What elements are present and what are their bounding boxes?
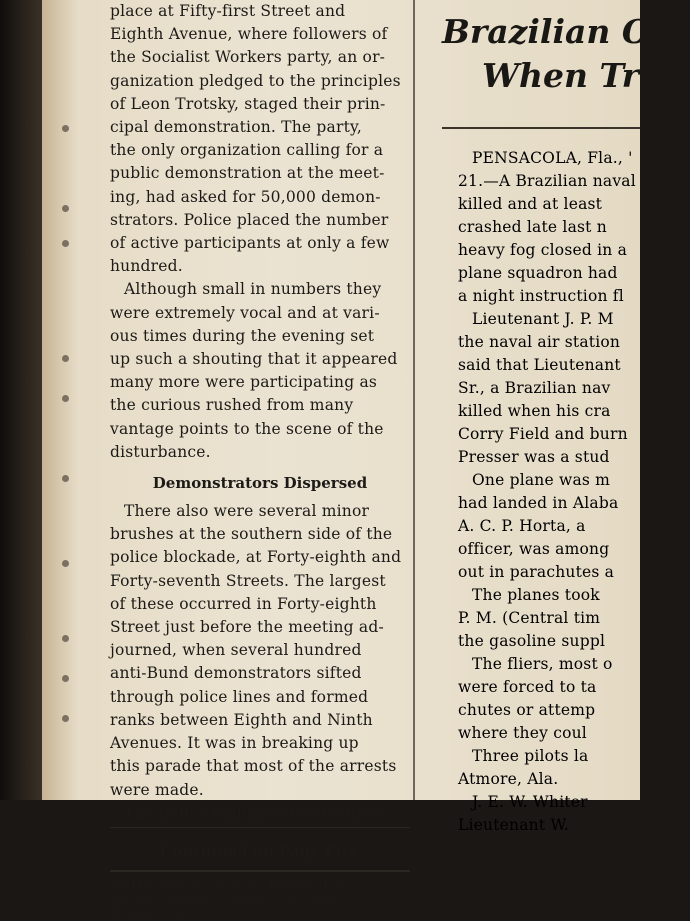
advertisement-line: opposite Terminal Station. Floor Shows. [110, 890, 345, 905]
text-line: were made. [110, 780, 204, 799]
binding-hole [62, 635, 69, 642]
text-line: Corry Field and burn [458, 425, 628, 443]
text-line: were extremely vocal and at vari- [110, 303, 380, 322]
text-line: Presser was a stud [458, 448, 610, 466]
text-line: a night instruction fl [458, 287, 624, 305]
text-line: There also were several minor [124, 502, 370, 521]
text-line: said that Lieutenant [458, 356, 621, 374]
text-line: Three pilots la [472, 747, 589, 765]
binding-hole [62, 240, 69, 247]
text-line: killed and at least [458, 195, 603, 213]
text-line: many more were participating as [110, 373, 378, 392]
text-line: Forty-seventh Streets. The largest [110, 571, 386, 590]
text-line: were forced to ta [458, 678, 597, 696]
text-line: the Socialist Workers party, an or- [110, 48, 386, 67]
text-line: hundred. [110, 257, 183, 276]
text-line: ous times during the evening set [110, 326, 375, 345]
binding-hole [62, 125, 69, 132]
text-line: Lieutenant J. P. M [472, 310, 614, 328]
text-line: anti-Bund demonstrators sifted [110, 664, 362, 683]
text-line: ranks between Eighth and Ninth [110, 710, 373, 729]
binding-hole [62, 475, 69, 482]
text-line: plane squadron had [458, 264, 618, 282]
text-line: up such a shouting that it appeared [110, 350, 398, 369]
text-line: The police vigilance on the lines [124, 803, 385, 822]
text-line: the gasoline suppl [458, 632, 606, 650]
text-line: cipal demonstration. The party, [110, 118, 363, 137]
text-line: the only organization calling for a [110, 141, 384, 160]
text-line: strators. Police placed the number [110, 210, 389, 229]
text-line: heavy fog closed in a [458, 241, 628, 259]
text-line: One plane was m [472, 471, 611, 489]
text-line: had landed in Alaba [458, 494, 619, 512]
text-line: journed, when several hundred [110, 641, 362, 660]
text-line: P. M. (Central tim [458, 609, 601, 627]
binding-hole [62, 205, 69, 212]
advertisement-line: Booklet.—Advt. [110, 905, 200, 920]
binding-holes [62, 0, 76, 800]
text-line: the curious rushed from many [110, 396, 354, 415]
text-line: ganization pledged to the principles [110, 71, 401, 90]
text-line: where they coul [458, 724, 587, 742]
text-line: Eighth Avenue, where followers of [110, 25, 388, 44]
text-line: through police lines and formed [110, 687, 369, 706]
text-line: Atmore, Ala. [458, 770, 559, 788]
text-line: brushes at the southern side of the [110, 525, 393, 544]
text-line: of these occurred in Forty-eighth [110, 594, 377, 613]
text-line: 21.—A Brazilian naval [458, 172, 636, 190]
text-line: of Leon Trotsky, staged their prin- [110, 94, 386, 113]
binding-hole [62, 675, 69, 682]
text-line: vantage points to the scene of the [110, 419, 384, 438]
text-line: public demonstration at the meet- [110, 164, 385, 183]
right-headline [442, 10, 690, 98]
left-article-body-continued [110, 500, 410, 825]
right-article-body [458, 147, 640, 837]
binding-hole [62, 395, 69, 402]
binding-hole [62, 355, 69, 362]
text-line: Avenues. It was in breaking up [110, 734, 359, 753]
divider [110, 870, 410, 872]
text-line: this parade that most of the arrests [110, 757, 397, 776]
text-line: chutes or attemp [458, 701, 596, 719]
text-line: officer, was among [458, 540, 610, 558]
binding-hole [62, 715, 69, 722]
text-line: disturbance. [110, 442, 211, 461]
text-line: police blockade, at Forty-eighth and [110, 548, 402, 567]
headline-rule [442, 127, 640, 129]
text-line: the naval air station [458, 333, 621, 351]
text-line: crashed late last n [458, 218, 607, 236]
text-line: J. E. W. Whiter [472, 793, 588, 811]
text-line: killed when his cra [458, 402, 611, 420]
text-line: Sr., a Brazilian nav [458, 379, 611, 397]
text-line: Street just before the meeting ad- [110, 618, 384, 637]
text-line: out in parachutes a [458, 563, 615, 581]
divider [110, 827, 410, 828]
text-line: The planes took [472, 586, 600, 604]
left-article-column [110, 0, 410, 921]
text-line: Lieutenant W. [458, 816, 569, 834]
book-spine [0, 0, 42, 800]
continued-notice: Continued on Page Five [160, 841, 360, 860]
column-rule [413, 0, 415, 800]
left-article-body [110, 0, 410, 464]
article-subhead: Demonstrators Dispersed [152, 474, 368, 493]
text-line: PENSACOLA, Fla., ' [472, 149, 633, 167]
text-line: Although small in numbers they [124, 280, 382, 299]
text-line: place at Fifty-first Street and [110, 2, 346, 20]
text-line: of active participants at only a few [110, 234, 390, 253]
text-line: ing, had asked for 50,000 demon- [110, 187, 381, 206]
advertisement-line: HOTEL ESSEX — Boston's Popular Hotel— [110, 875, 362, 890]
headline-line: Brazilian Offi [442, 12, 690, 51]
text-line: A. C. P. Horta, a [458, 517, 586, 535]
text-line: The fliers, most o [472, 655, 613, 673]
headline-line: When Trap [482, 56, 684, 95]
binding-hole [62, 560, 69, 567]
